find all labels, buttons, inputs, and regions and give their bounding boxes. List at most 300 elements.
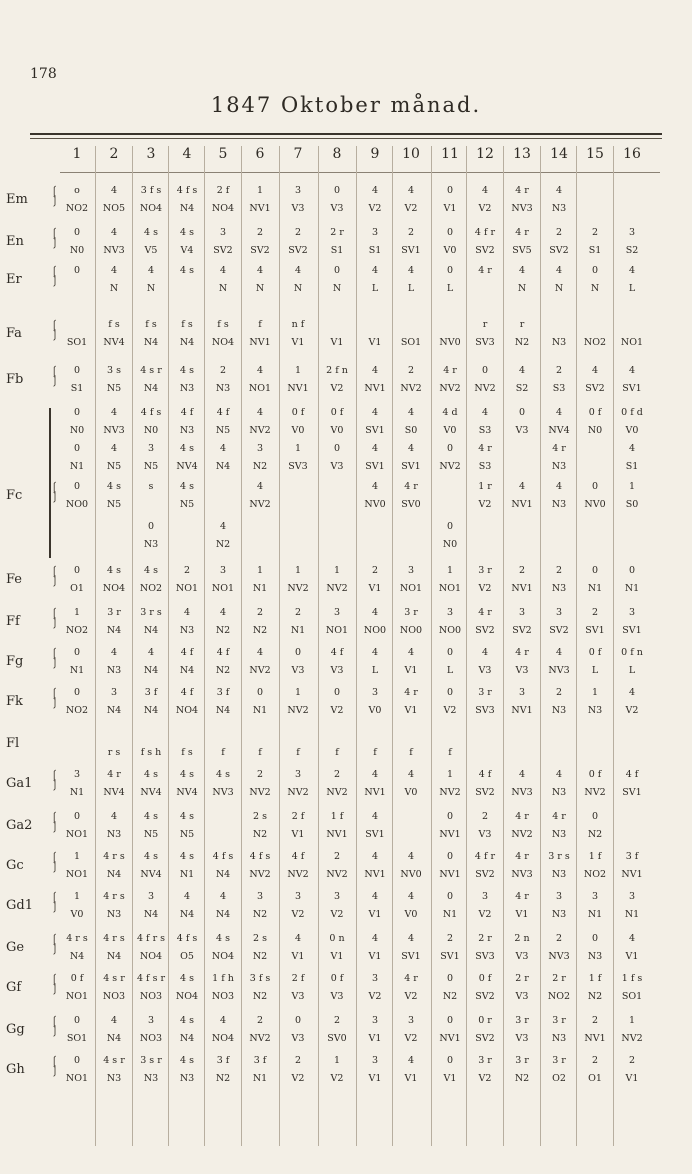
cell-wind: N2 bbox=[252, 951, 268, 962]
cell-wind: SV1 bbox=[401, 245, 421, 256]
cell-wind: N2 bbox=[587, 991, 603, 1002]
cell-strength: 4 bbox=[110, 811, 118, 822]
cell-wind: N4 bbox=[106, 869, 122, 880]
cell-wind: SV1 bbox=[585, 625, 605, 636]
cell-wind: NO4 bbox=[211, 1033, 235, 1044]
cell-wind: N4 bbox=[143, 909, 159, 920]
table-cell bbox=[394, 934, 428, 962]
cell-wind: f bbox=[258, 747, 262, 758]
cell-wind: V3 bbox=[291, 991, 305, 1002]
table-cell bbox=[320, 1056, 354, 1084]
table-cell bbox=[578, 1016, 612, 1044]
cell-strength: 3 bbox=[294, 891, 302, 902]
table-cell bbox=[281, 770, 315, 798]
table-cell bbox=[97, 974, 131, 1002]
cell-wind: SV2 bbox=[475, 991, 495, 1002]
cell-strength: 4 r bbox=[515, 811, 529, 822]
cell-wind: SV3 bbox=[288, 461, 308, 472]
cell-strength: 3 bbox=[371, 227, 379, 238]
cell-wind: N2 bbox=[215, 539, 231, 550]
cell-wind: NV3 bbox=[103, 425, 125, 436]
cell-strength: 3 bbox=[333, 607, 341, 618]
cell-strength: 3 bbox=[591, 891, 599, 902]
cell-strength bbox=[358, 730, 392, 748]
table-cell bbox=[281, 366, 315, 394]
table-cell bbox=[578, 852, 612, 880]
table-cell bbox=[243, 770, 277, 798]
table-cell bbox=[505, 608, 539, 636]
cell-wind: NV1 bbox=[364, 869, 386, 880]
cell-strength: 4 bbox=[183, 607, 191, 618]
cell-strength: 4 s bbox=[107, 481, 121, 492]
table-cell bbox=[468, 688, 502, 716]
cell-wind: SV3 bbox=[475, 951, 495, 962]
cell-strength bbox=[578, 730, 612, 748]
row-label: Fk bbox=[6, 694, 23, 709]
table-cell bbox=[320, 770, 354, 798]
cell-wind: N3 bbox=[587, 705, 603, 716]
cell-strength: 4 bbox=[407, 933, 415, 944]
cell-strength bbox=[358, 522, 392, 540]
cell-strength: 0 r bbox=[478, 1015, 492, 1026]
cell-strength: 4 f bbox=[478, 769, 492, 780]
cell-strength: 3 f bbox=[253, 1055, 267, 1066]
cell-wind: N2 bbox=[252, 991, 268, 1002]
cell-strength: 3 f bbox=[144, 687, 158, 698]
cell-strength: 3 bbox=[628, 227, 636, 238]
cell-wind: N0 bbox=[442, 539, 458, 550]
table-cell bbox=[97, 320, 131, 348]
cell-wind: V2 bbox=[291, 909, 305, 920]
table-cell bbox=[320, 522, 354, 540]
table-cell bbox=[170, 974, 204, 1002]
cell-strength: 3 bbox=[147, 443, 155, 454]
cell-strength: 4 bbox=[110, 407, 118, 418]
cell-strength: 4 bbox=[407, 265, 415, 276]
table-cell bbox=[170, 648, 204, 676]
cell-wind: L bbox=[446, 665, 454, 676]
cell-wind: NO2 bbox=[583, 337, 607, 348]
table-cell bbox=[394, 482, 428, 510]
cell-wind: V1 bbox=[443, 203, 457, 214]
cell-strength: 4 bbox=[256, 647, 264, 658]
table-cell bbox=[578, 608, 612, 636]
cell-wind: V2 bbox=[330, 383, 344, 394]
table-cell bbox=[578, 770, 612, 798]
cell-wind: SV2 bbox=[549, 625, 569, 636]
cell-wind: N0 bbox=[69, 425, 85, 436]
cell-wind: NO4 bbox=[175, 991, 199, 1002]
cell-wind: V0 bbox=[404, 909, 418, 920]
brace-icon: ❲ ❳ bbox=[50, 184, 60, 207]
cell-wind: S2 bbox=[625, 245, 639, 256]
cell-strength: 4 f bbox=[180, 407, 194, 418]
table-cell bbox=[281, 482, 315, 500]
brace-icon: ❲ ❳ bbox=[50, 1054, 60, 1077]
cell-strength: 4 s r bbox=[103, 1055, 125, 1066]
cell-strength: 3 bbox=[371, 973, 379, 984]
cell-strength: 0 f bbox=[330, 973, 344, 984]
table-cell bbox=[170, 320, 204, 348]
cell-strength: r bbox=[482, 319, 488, 330]
brace-icon: ❲ ❳ bbox=[50, 972, 60, 995]
table-cell bbox=[615, 408, 649, 436]
cell-wind: N4 bbox=[143, 665, 159, 676]
cell-wind: NV1 bbox=[511, 705, 533, 716]
table-cell bbox=[505, 688, 539, 716]
cell-wind: NV4 bbox=[548, 425, 570, 436]
cell-wind: NO0 bbox=[65, 499, 89, 510]
table-cell bbox=[505, 566, 539, 594]
cell-strength: 1 bbox=[591, 687, 599, 698]
table-cell bbox=[505, 730, 539, 748]
table-cell bbox=[542, 688, 576, 716]
row-label: Em bbox=[6, 192, 28, 207]
table-cell bbox=[468, 1056, 502, 1084]
cell-wind: N2 bbox=[252, 829, 268, 840]
table-cell bbox=[615, 444, 649, 472]
cell-wind: SO1 bbox=[66, 1033, 88, 1044]
table-cell bbox=[134, 608, 168, 636]
table-cell bbox=[97, 566, 131, 594]
table-cell bbox=[170, 688, 204, 716]
cell-wind: N3 bbox=[551, 909, 567, 920]
cell-strength: 3 bbox=[628, 891, 636, 902]
column-divider bbox=[356, 146, 357, 1146]
table-cell bbox=[394, 812, 428, 830]
cell-strength: 0 f bbox=[291, 407, 305, 418]
cell-wind: NO1 bbox=[211, 583, 235, 594]
cell-strength: 4 bbox=[518, 265, 526, 276]
cell-strength: 0 bbox=[446, 265, 454, 276]
cell-strength: 0 bbox=[518, 407, 526, 418]
table-cell bbox=[170, 266, 204, 284]
table-cell bbox=[433, 408, 467, 436]
cell-wind: V2 bbox=[478, 1073, 492, 1084]
table-cell bbox=[505, 186, 539, 214]
table-cell bbox=[243, 852, 277, 880]
table-cell bbox=[542, 366, 576, 394]
table-cell bbox=[542, 892, 576, 920]
table-cell bbox=[320, 366, 354, 394]
table-cell bbox=[134, 320, 168, 348]
cell-strength: 4 bbox=[371, 769, 379, 780]
cell-wind: L bbox=[407, 283, 415, 294]
table-cell bbox=[170, 482, 204, 510]
table-cell bbox=[281, 1056, 315, 1084]
cell-wind: NO2 bbox=[65, 625, 89, 636]
cell-strength: 1 f h bbox=[212, 973, 234, 984]
cell-wind: SV0 bbox=[401, 499, 421, 510]
cell-strength: 2 bbox=[407, 227, 415, 238]
cell-wind: N3 bbox=[551, 829, 567, 840]
cell-wind: V2 bbox=[478, 909, 492, 920]
table-cell bbox=[578, 730, 612, 748]
cell-strength: 4 r bbox=[404, 687, 418, 698]
table-cell bbox=[394, 1056, 428, 1084]
table-cell bbox=[433, 366, 467, 394]
cell-wind: V1 bbox=[443, 1073, 457, 1084]
table-cell bbox=[433, 482, 467, 500]
cell-wind: N5 bbox=[179, 499, 195, 510]
cell-wind: NV1 bbox=[439, 869, 461, 880]
column-divider bbox=[95, 146, 96, 1146]
table-cell bbox=[615, 974, 649, 1002]
cell-wind: N3 bbox=[106, 829, 122, 840]
cell-wind: N3 bbox=[179, 425, 195, 436]
table-cell bbox=[542, 934, 576, 962]
cell-strength: 4 r bbox=[404, 481, 418, 492]
cell-wind: N2 bbox=[252, 461, 268, 472]
cell-wind: N bbox=[218, 283, 228, 294]
table-cell bbox=[170, 522, 204, 540]
table-cell bbox=[134, 482, 168, 500]
cell-strength: 4 bbox=[219, 607, 227, 618]
table-cell bbox=[433, 566, 467, 594]
table-cell bbox=[97, 770, 131, 798]
cell-wind: NV2 bbox=[249, 787, 271, 798]
table-cell bbox=[578, 444, 612, 462]
cell-wind: NV2 bbox=[287, 583, 309, 594]
cell-wind: N bbox=[255, 283, 265, 294]
cell-strength: 2 bbox=[256, 1015, 264, 1026]
cell-strength: 4 s bbox=[180, 443, 194, 454]
table-cell bbox=[243, 688, 277, 716]
table-cell bbox=[60, 688, 94, 716]
cell-wind: V2 bbox=[443, 705, 457, 716]
cell-wind: NO4 bbox=[139, 203, 163, 214]
cell-strength: 4 f bbox=[180, 647, 194, 658]
cell-wind: V1 bbox=[368, 1033, 382, 1044]
cell-strength: 4 bbox=[407, 185, 415, 196]
row-label: Ga2 bbox=[6, 818, 33, 833]
table-cell bbox=[170, 228, 204, 256]
cell-wind: SV1 bbox=[401, 461, 421, 472]
table-cell bbox=[468, 320, 502, 348]
cell-strength bbox=[615, 186, 649, 204]
table-cell bbox=[578, 934, 612, 962]
cell-wind: NO4 bbox=[102, 583, 126, 594]
cell-strength bbox=[578, 444, 612, 462]
table-cell bbox=[578, 408, 612, 436]
cell-strength: 4 r bbox=[552, 443, 566, 454]
table-cell bbox=[358, 1056, 392, 1084]
table-cell bbox=[433, 1016, 467, 1044]
cell-strength: 1 bbox=[294, 687, 302, 698]
cell-strength bbox=[320, 730, 354, 748]
cell-strength: 4 s bbox=[107, 565, 121, 576]
cell-strength: 4 s bbox=[144, 227, 158, 238]
cell-strength: 4 r bbox=[515, 227, 529, 238]
table-cell bbox=[505, 852, 539, 880]
table-cell bbox=[243, 444, 277, 472]
table-cell bbox=[206, 408, 240, 436]
table-cell bbox=[206, 444, 240, 472]
table-cell bbox=[281, 974, 315, 1002]
table-cell bbox=[97, 1056, 131, 1084]
table-cell bbox=[505, 974, 539, 1002]
cell-wind: V3 bbox=[330, 665, 344, 676]
cell-wind: NV2 bbox=[326, 787, 348, 798]
cell-wind: NV3 bbox=[548, 665, 570, 676]
day-header-4: 4 bbox=[182, 146, 192, 162]
cell-wind: NV4 bbox=[140, 787, 162, 798]
cell-wind: V4 bbox=[180, 245, 194, 256]
cell-wind: NV0 bbox=[364, 499, 386, 510]
cell-strength: 2 bbox=[628, 1055, 636, 1066]
cell-strength: 0 bbox=[73, 687, 81, 698]
cell-strength bbox=[433, 482, 467, 500]
cell-wind: SV2 bbox=[475, 787, 495, 798]
table-cell bbox=[615, 770, 649, 798]
cell-strength: 4 f bbox=[330, 647, 344, 658]
table-cell bbox=[433, 608, 467, 636]
column-divider bbox=[168, 146, 169, 1146]
cell-strength: 4 bbox=[219, 443, 227, 454]
cell-strength: 2 bbox=[256, 607, 264, 618]
table-cell bbox=[468, 852, 502, 880]
cell-strength: 0 bbox=[446, 443, 454, 454]
cell-wind: f bbox=[296, 747, 300, 758]
cell-strength: 4 r bbox=[478, 443, 492, 454]
table-cell bbox=[320, 320, 354, 348]
cell-wind: V1 bbox=[330, 337, 344, 348]
table-cell bbox=[615, 852, 649, 880]
cell-wind: NV3 bbox=[511, 787, 533, 798]
day-header-13: 13 bbox=[513, 146, 531, 162]
row-label: Fc bbox=[6, 488, 23, 503]
cell-strength: 0 bbox=[446, 687, 454, 698]
row-label: Ff bbox=[6, 614, 20, 629]
cell-wind: N3 bbox=[551, 583, 567, 594]
table-cell bbox=[358, 688, 392, 716]
cell-wind: NO2 bbox=[65, 705, 89, 716]
cell-wind: L bbox=[628, 283, 636, 294]
table-cell bbox=[542, 320, 576, 348]
cell-wind: V3 bbox=[515, 665, 529, 676]
cell-strength: 0 bbox=[446, 891, 454, 902]
cell-strength: 4 bbox=[518, 769, 526, 780]
table-cell bbox=[505, 366, 539, 394]
cell-strength: 3 bbox=[407, 565, 415, 576]
table-cell bbox=[358, 812, 392, 840]
table-cell bbox=[134, 974, 168, 1002]
cell-wind: V1 bbox=[368, 1073, 382, 1084]
table-cell bbox=[97, 444, 131, 472]
cell-strength: 2 bbox=[555, 933, 563, 944]
cell-wind: N1 bbox=[252, 1073, 268, 1084]
cell-wind: N3 bbox=[179, 1073, 195, 1084]
table-cell bbox=[358, 1016, 392, 1044]
table-cell bbox=[578, 186, 612, 204]
cell-wind: V3 bbox=[515, 991, 529, 1002]
table-cell bbox=[206, 812, 240, 830]
cell-wind: NO1 bbox=[65, 991, 89, 1002]
cell-strength: f bbox=[258, 319, 262, 330]
cell-wind: N bbox=[146, 283, 156, 294]
cell-wind: V2 bbox=[330, 909, 344, 920]
table-cell bbox=[394, 366, 428, 394]
table-cell bbox=[468, 482, 502, 510]
brace-icon: ❲ ❳ bbox=[50, 606, 60, 629]
table-cell bbox=[97, 852, 131, 880]
cell-strength: 3 bbox=[294, 769, 302, 780]
cell-wind: V3 bbox=[291, 665, 305, 676]
cell-strength: 3 bbox=[555, 607, 563, 618]
cell-strength: 4 bbox=[110, 265, 118, 276]
table-cell bbox=[206, 770, 240, 798]
cell-wind: N3 bbox=[551, 461, 567, 472]
table-cell bbox=[320, 444, 354, 472]
cell-strength: 0 bbox=[591, 811, 599, 822]
table-cell bbox=[615, 688, 649, 716]
table-cell bbox=[320, 186, 354, 214]
cell-strength: 3 s r bbox=[140, 1055, 162, 1066]
cell-strength: 4 f r s bbox=[136, 933, 166, 944]
table-cell bbox=[134, 408, 168, 436]
cell-strength: 0 bbox=[73, 227, 81, 238]
table-cell bbox=[468, 770, 502, 798]
cell-strength: 4 f bbox=[625, 769, 639, 780]
cell-wind: V3 bbox=[330, 461, 344, 472]
cell-wind: N4 bbox=[179, 665, 195, 676]
cell-strength: 4 bbox=[371, 265, 379, 276]
brace-icon: ❲ ❳ bbox=[50, 264, 60, 287]
cell-strength: 3 f s bbox=[249, 973, 271, 984]
table-cell bbox=[578, 266, 612, 294]
table-cell bbox=[243, 730, 277, 758]
cell-wind: N bbox=[517, 283, 527, 294]
cell-wind: SV1 bbox=[365, 461, 385, 472]
cell-wind: NV1 bbox=[439, 829, 461, 840]
cell-wind: O2 bbox=[552, 1073, 566, 1084]
table-cell bbox=[358, 974, 392, 1002]
day-header-9: 9 bbox=[370, 146, 380, 162]
cell-wind: N3 bbox=[215, 383, 231, 394]
table-cell bbox=[394, 186, 428, 214]
cell-strength: 3 bbox=[294, 185, 302, 196]
cell-wind: SV1 bbox=[365, 425, 385, 436]
cell-wind: S3 bbox=[552, 383, 566, 394]
table-cell bbox=[578, 482, 612, 510]
table-cell bbox=[578, 522, 612, 540]
row-label: Gh bbox=[6, 1062, 25, 1077]
table-cell bbox=[170, 566, 204, 594]
cell-strength: 4 f bbox=[291, 851, 305, 862]
cell-strength: 4 s bbox=[144, 769, 158, 780]
table-cell bbox=[542, 228, 576, 256]
cell-wind: V2 bbox=[478, 499, 492, 510]
cell-strength: 0 bbox=[73, 365, 81, 376]
cell-wind: N1 bbox=[290, 625, 306, 636]
table-cell bbox=[358, 648, 392, 676]
cell-strength: 4 bbox=[481, 185, 489, 196]
cell-wind: SO1 bbox=[400, 337, 422, 348]
cell-strength: 2 r bbox=[552, 973, 566, 984]
cell-strength: 0 bbox=[591, 265, 599, 276]
table-cell bbox=[170, 1056, 204, 1084]
cell-strength: 3 r bbox=[478, 687, 492, 698]
cell-wind: NO4 bbox=[175, 705, 199, 716]
cell-strength: 0 bbox=[73, 811, 81, 822]
table-cell bbox=[615, 266, 649, 294]
cell-wind: V1 bbox=[291, 829, 305, 840]
cell-strength: 4 bbox=[110, 185, 118, 196]
header-rule bbox=[60, 172, 660, 173]
table-cell bbox=[433, 648, 467, 676]
cell-strength: 3 bbox=[333, 891, 341, 902]
cell-wind: V2 bbox=[330, 1073, 344, 1084]
